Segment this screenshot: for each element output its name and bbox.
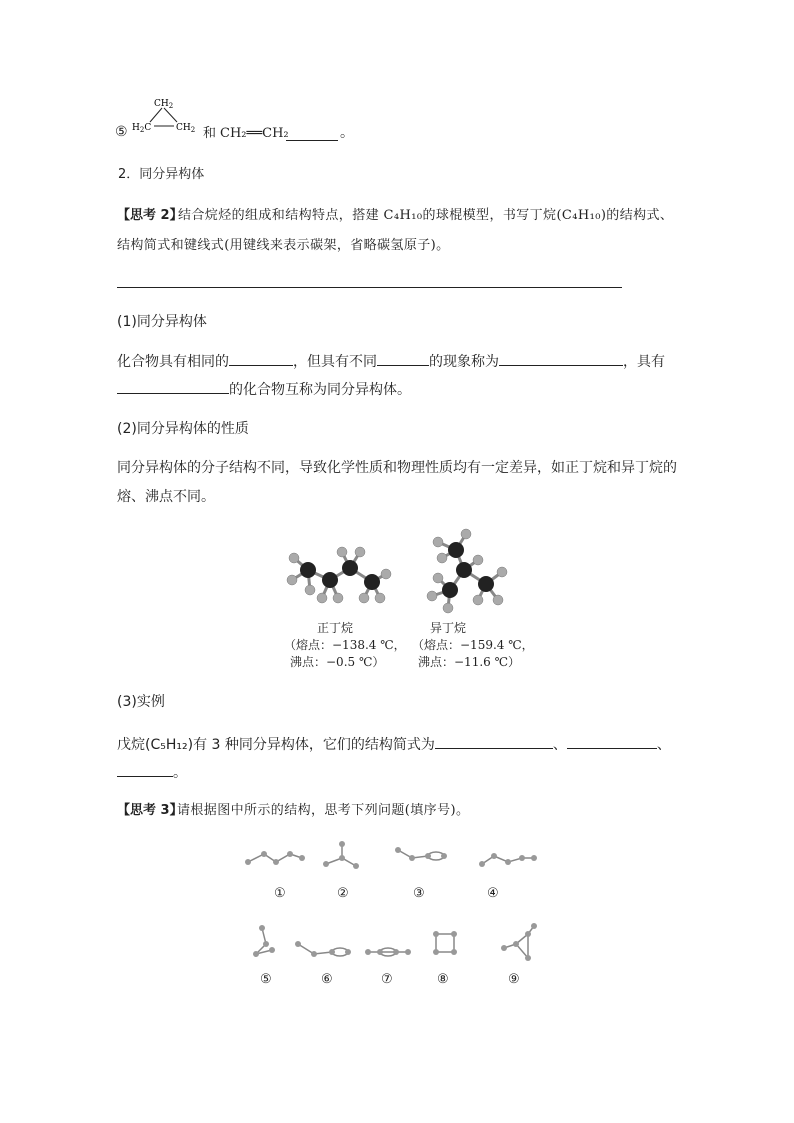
blank-pentane-2[interactable] [567,735,657,749]
isobutane-caption [418,620,478,636]
structure-label-8: ⑧ [437,972,449,987]
sub-2-line-1: 同分异构体的分子结构不同，导致化学性质和物理性质均有一定差异，如正丁烷和异丁烷的 [117,460,677,476]
ring-left-ch: $H_2C$ [132,123,152,134]
ring-right-ch: $CH_2$ [176,123,196,134]
item-5-blank[interactable] [286,127,338,141]
n-butane-caption [280,620,390,636]
structure-label-2: ② [337,886,349,901]
structure-label-7: ⑦ [381,972,393,987]
structure-label-9: ⑨ [508,972,520,987]
n-butane-mp: （熔点：−138.4 ℃， [284,638,406,652]
structure-label-4: ④ [487,886,499,901]
isobutane-mp: （熔点：−159.4 ℃， [412,638,534,652]
item-5-number: ⑤ [115,124,128,140]
item-5-end: 。 [340,125,354,141]
n-butane-ball-stick-model [280,540,400,612]
n-butane-name: 正丁烷 [316,621,353,635]
ethylene-formula: CH₂══CH₂ [220,126,289,141]
structure-label-1: ① [274,886,286,901]
sub-2-title: (2)同分异构体的性质 [117,421,249,437]
blank-pentane-3[interactable] [117,763,173,777]
ring-top-ch: $CH_2$ [154,99,174,110]
blank-isomer-condition[interactable] [117,380,229,394]
think-3-label: 【思考 3】 [117,803,183,818]
structure-label-6: ⑥ [321,972,333,987]
item-5-and: 和 [203,126,217,141]
section-2-title: 2．同分异构体 [118,167,205,182]
isobutane-ball-stick-model [420,526,520,616]
sub-3-line-2: 。 [117,763,187,782]
isobutane-name: 异丁烷 [429,621,466,635]
isobutane-bp: 沸点：−11.6 ℃） [418,655,521,669]
cyclopropane-structure [130,94,202,138]
think-2-line-2: 结构简式和键线式(用键线来表示碳架，省略碳氢原子)。 [117,238,450,253]
blank-pentane-1[interactable] [435,735,553,749]
sub-1-paragraph-line-1: 化合物具有相同的 ，但具有不同 的现象称为 ，具有 [117,354,665,370]
think-2-answer-line[interactable] [117,287,622,288]
sub-3-line-1: 戊烷(C₅H₁₂)有 3 种同分异构体，它们的结构简式为 、 、 [117,737,671,753]
think-2-line-1: 结合烷烃的组成和结构特点，搭建 C₄H₁₀的球棍模型，书写丁烷(C₄H₁₀)的结构式、 [178,208,674,223]
think-2-label: 【思考 2】 [117,208,183,223]
blank-same[interactable] [229,352,293,366]
sub-1-paragraph-line-2: 的化合物互称为同分异构体。 [117,380,411,399]
structure-label-5: ⑤ [260,972,272,987]
sub-3-title: (3)实例 [117,694,165,710]
sub-1-title: (1)同分异构体 [117,314,207,330]
blank-different[interactable] [377,352,429,366]
structure-label-3: ③ [413,886,425,901]
sub-2-line-2: 熔、沸点不同。 [117,489,215,505]
n-butane-bp: 沸点：−0.5 ℃） [290,655,385,669]
blank-phenomenon[interactable] [499,352,623,366]
think-3-text: 请根据图中所示的结构，思考下列问题(填序号)。 [177,803,470,818]
